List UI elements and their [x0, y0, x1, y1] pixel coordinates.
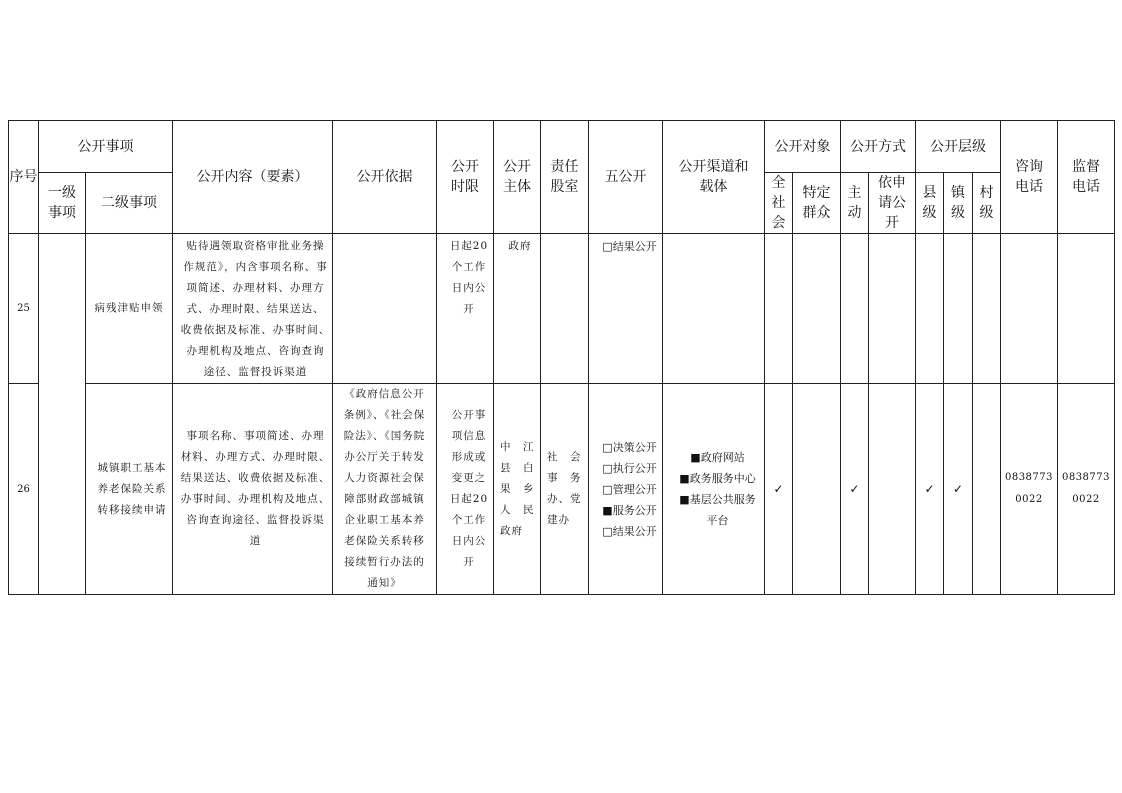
row-aud-all: ✓	[765, 384, 793, 595]
row-five: □决策公开 □执行公开 □管理公开 ■服务公开 □结果公开	[589, 384, 663, 595]
row-channel: ■政府网站 ■政务服务中心 ■基层公共服务 平台	[663, 384, 765, 595]
table-row	[9, 234, 1115, 384]
row-t-county: ✓	[916, 384, 944, 595]
header-method: 公开方式	[841, 121, 916, 173]
row-t-town	[944, 234, 973, 384]
row-m-active: ✓	[841, 384, 869, 595]
header-audience: 公开对象	[765, 121, 841, 173]
row-aud-special	[793, 384, 841, 595]
header-t-county: 县级	[916, 173, 944, 234]
row-t-county	[916, 234, 944, 384]
row-m-active	[841, 234, 869, 384]
row-consult: 0838773 0022	[1001, 384, 1058, 595]
header-t-town: 镇级	[944, 173, 973, 234]
header-supervise: 监督电话	[1058, 121, 1115, 234]
header-consult: 咨询电话	[1001, 121, 1058, 234]
row-content: 事项名称、事项简述、办理 材料、办理方式、办理时限、 结果送达、收费依据及标准、 办事时间、办理机构及地点、 咨询查询途径、监督投诉渠 道	[173, 384, 333, 595]
header-five: 五公开	[589, 121, 663, 234]
header-tier: 公开层级	[916, 121, 1001, 173]
row-office	[541, 234, 589, 384]
row-aud-all	[765, 234, 793, 384]
row-basis: 《政府信息公开 条例》、《社会保 险法》、《国务院 办公厅关于转发 人力资源社会保 障部财政部城镇 企业职工基本养 老保险关系转移 接续暂行办法的 通知》	[333, 384, 437, 595]
header-level2: 二级事项	[86, 173, 173, 234]
header-t-village: 村级	[973, 173, 1001, 234]
row-basis	[333, 234, 437, 384]
row-m-request	[869, 384, 916, 595]
row-t-village	[973, 234, 1001, 384]
header-items: 公开事项	[39, 121, 173, 173]
row-subject: 中 江 县 白 果 乡 人 民 政府	[494, 384, 541, 595]
header-m-request: 依申请公开	[869, 173, 916, 234]
header-time-limit: 公开时限	[437, 121, 494, 234]
row-time-limit: 公开事 项信息 形成或 变更之 日起20 个工作 日内公 开	[437, 384, 494, 595]
row-aud-special	[793, 234, 841, 384]
row-t-town: ✓	[944, 384, 973, 595]
row-t-village	[973, 384, 1001, 595]
row-no: 26	[9, 384, 39, 595]
row-channel	[663, 234, 765, 384]
header-m-active: 主动	[841, 173, 869, 234]
header-aud-special: 特定群众	[793, 173, 841, 234]
row-m-request	[869, 234, 916, 384]
row-no: 25	[9, 234, 39, 384]
row-level2: 病残津贴申领	[86, 234, 173, 384]
header-channel: 公开渠道和载体	[663, 121, 765, 234]
header-no: 序号	[9, 121, 39, 234]
row-content: 贴待遇领取资格审批业务操 作规范》，内含事项名称、事 项简述、办理材料、办理方 式、办理时限、结果送达、 收费依据及标准、办事时间、 办理机构及地点、咨询查询 途径、监督投诉渠道	[173, 234, 333, 384]
row-level2: 城镇职工基本 养老保险关系 转移接续申请	[86, 384, 173, 595]
row-supervise	[1058, 234, 1115, 384]
header-subject: 公开主体	[494, 121, 541, 234]
row-five: □结果公开	[589, 234, 663, 384]
header-office: 责任股室	[541, 121, 589, 234]
header-content: 公开内容（要素）	[173, 121, 333, 234]
header-level1: 一级事项	[39, 173, 86, 234]
row-office: 社 会 事 务 办、党 建办	[541, 384, 589, 595]
row-supervise: 0838773 0022	[1058, 384, 1115, 595]
row-time-limit: 日起20 个工作 日内公 开	[437, 234, 494, 384]
table-row	[9, 384, 1115, 595]
header-basis: 公开依据	[333, 121, 437, 234]
header-aud-all: 全社会	[765, 173, 793, 234]
header-row-1	[9, 121, 1115, 173]
row-subject: 政府	[494, 234, 541, 384]
disclosure-table	[8, 120, 1115, 595]
level1-cell	[39, 234, 86, 595]
row-consult	[1001, 234, 1058, 384]
